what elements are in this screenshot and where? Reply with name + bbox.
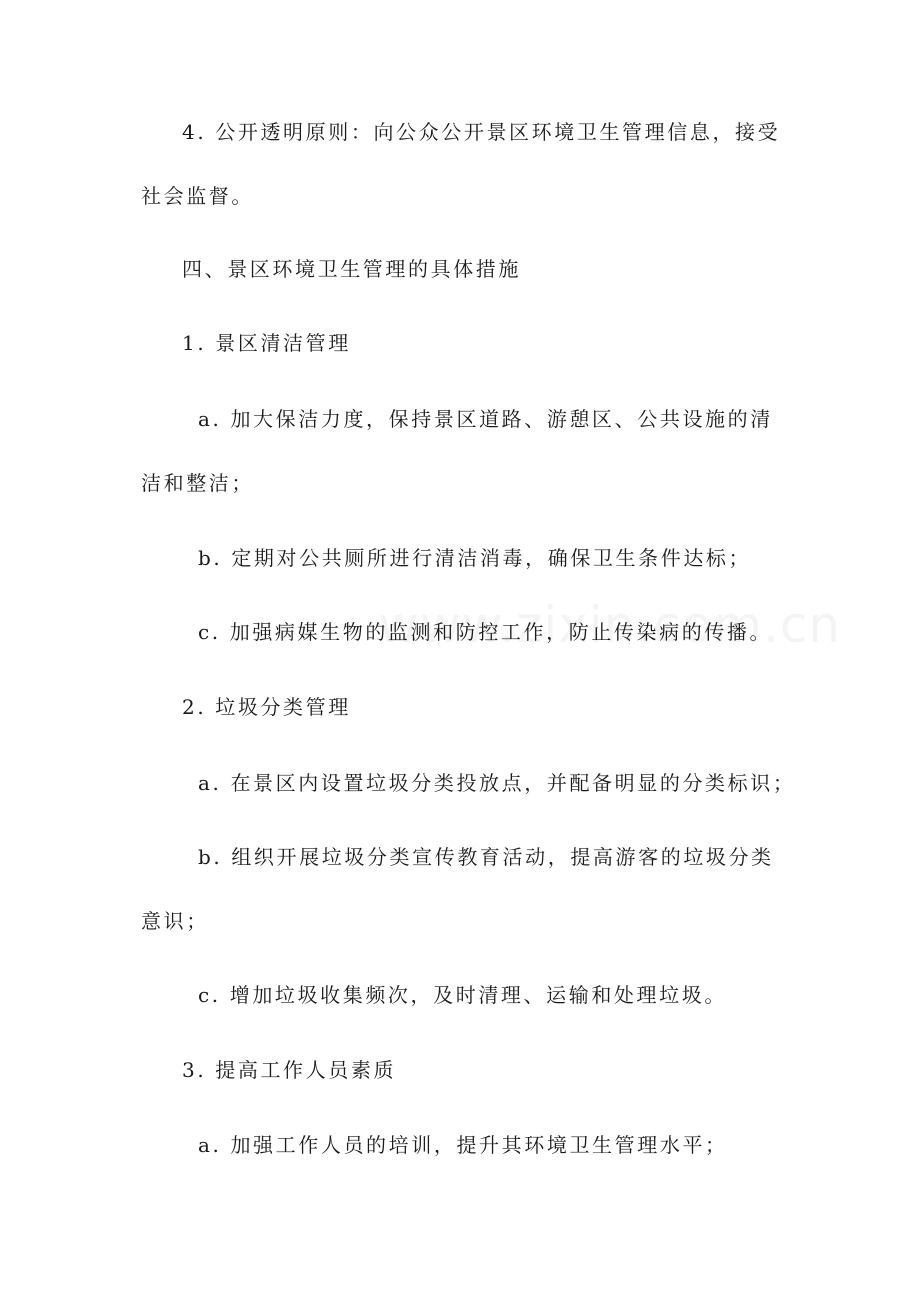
principle-4-paragraph: 4. 公开透明原则：向公众公开景区环境卫生管理信息，接受社会监督。 xyxy=(141,120,781,208)
list-item-1a: a. 加大保洁力度，保持景区道路、游憩区、公共设施的清洁和整洁； xyxy=(141,407,773,495)
section-4-heading: 四、景区环境卫生管理的具体措施 xyxy=(182,257,521,281)
subsection-2-heading: 2. 垃圾分类管理 xyxy=(182,695,351,719)
list-item-1c: c. 加强病媒生物的监测和防控工作，防止传染病的传播。 xyxy=(198,620,773,644)
list-item-2b: b. 组织开展垃圾分类宣传教育活动，提高游客的垃圾分类意识； xyxy=(141,845,774,933)
list-item-3a: a. 加强工作人员的培训，提升其环境卫生管理水平； xyxy=(198,1133,728,1157)
subsection-3-heading: 3. 提高工作人员素质 xyxy=(182,1058,397,1082)
list-item-2a: a. 在景区内设置垃圾分类投放点，并配备明显的分类标识； xyxy=(198,771,796,795)
list-item-2c: c. 增加垃圾收集频次，及时清理、运输和处理垃圾。 xyxy=(198,983,727,1007)
subsection-1-heading: 1. 景区清洁管理 xyxy=(182,331,351,355)
list-item-1b: b. 定期对公共厕所进行清洁消毒，确保卫生条件达标； xyxy=(198,546,752,570)
